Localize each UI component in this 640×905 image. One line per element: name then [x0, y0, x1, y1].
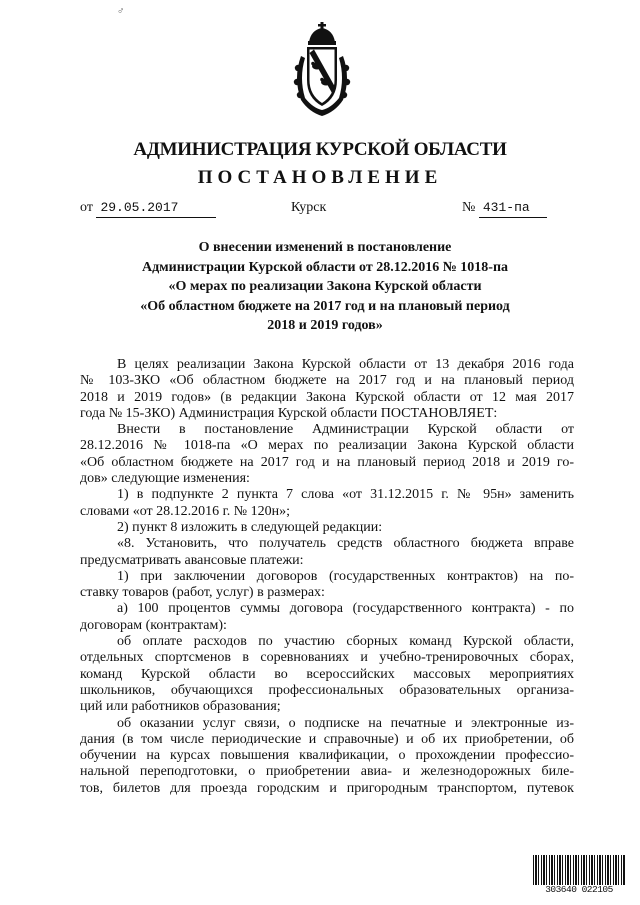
- body-line: «8. Установить, что получатель средств областного бюджета вправе: [117, 536, 574, 552]
- body-line: нальной переподготовки, о приобретении авиа- и железнодорожных билe-: [80, 764, 574, 780]
- title-line: 2018 и 2019 годов»: [267, 318, 383, 333]
- body-line: 1) в подпункте 2 пункта 7 слова «от 31.12.2015 г. № 95н» заменить: [117, 487, 574, 503]
- title-line: О внесении изменений в постановление: [198, 240, 452, 255]
- document-city: Курск: [291, 200, 327, 215]
- body-line: дания (в том числе периодические и справочные) и об их приобретении, об: [80, 731, 574, 747]
- body-line: отдельных спортсменов в соревнованиях и учебно-тренировочных сборах,: [80, 650, 574, 666]
- body-line: дов» следующие изменения:: [80, 471, 250, 487]
- body-line: обучении на курсах повышения квалификации, о прохождении профессио-: [80, 748, 574, 764]
- document-type: ПОСТАНОВЛЕНИЕ: [197, 167, 443, 188]
- body-line: В целях реализации Закона Курской области от 13 декабря 2016 года: [117, 357, 574, 372]
- body-line: года № 15-ЗКО) Администрация Курской области ПОСТАНОВЛЯЕТ:: [80, 405, 498, 421]
- title-line: Администрации Курской области от 28.12.2016 № 1018-па: [141, 259, 509, 275]
- document-date: [80, 199, 216, 218]
- title-line: «Об областном бюджете на 2017 год и на плановый период: [140, 298, 510, 314]
- body-line: «Об областном бюджете на 2017 год и на плановый период 2018 и 2019 го-: [80, 454, 574, 470]
- title-line: «О мерах по реализации Закона Курской области: [168, 279, 482, 294]
- body-line: предусматривать авансовые платежи:: [80, 552, 304, 568]
- date-prefix: от: [80, 200, 93, 215]
- organization-name: АДМИНИСТРАЦИЯ КУРСКОЙ ОБЛАСТИ: [133, 139, 507, 160]
- barcode-number: 303640 022105: [545, 884, 613, 895]
- body-line: 28.12.2016 № 1018-па «О мерах по реализации Закона Курской области: [80, 438, 574, 454]
- document-title: [100, 238, 550, 336]
- document-number: [462, 199, 547, 218]
- date-value: 29.05.2017: [96, 199, 216, 218]
- number-prefix: №: [462, 200, 476, 215]
- kursk-coat-of-arms-icon: [287, 20, 357, 120]
- barcode: [533, 855, 625, 885]
- body-line: команд Курской области во всероссийских массовых мероприятиях: [80, 666, 574, 682]
- body-line: 2018 и 2019 годов» (в редакции Закона Курской области от 12 мая 2017: [80, 389, 574, 405]
- body-line: об оказании услуг связи, о подписке на печатные и электронные из-: [117, 715, 574, 731]
- number-value: 431-па: [479, 199, 547, 218]
- body-line: договорам (контрактам):: [80, 617, 227, 633]
- body-line: 2) пункт 8 изложить в следующей редакции:: [117, 519, 383, 535]
- body-line: словами «от 28.12.2016 г. № 120н»;: [80, 503, 291, 519]
- corner-mark: ♂: [117, 6, 125, 17]
- body-line: ставку товаров (работ, услуг) в размерах:: [80, 585, 325, 601]
- document-body: [80, 357, 574, 797]
- body-line: об оплате расходов по участию сборных команд Курской области,: [117, 634, 574, 650]
- body-line: № 103-ЗКО «Об областном бюджете на 2017 год и на плановый период: [80, 373, 574, 389]
- body-line: Внести в постановление Администрации Курской области от: [117, 422, 574, 438]
- body-line: школьников, обучающихся профессиональных образовательных организа-: [80, 682, 574, 698]
- body-line: а) 100 процентов суммы договора (государственного контракта) - по: [117, 601, 574, 617]
- body-line: тов, билетов для проезда городским и пригородным транспортом, путевок: [80, 780, 574, 796]
- body-line: 1) при заключении договоров (государственных контрактов) на по-: [117, 568, 574, 584]
- body-line: ций или работников образования;: [80, 699, 281, 715]
